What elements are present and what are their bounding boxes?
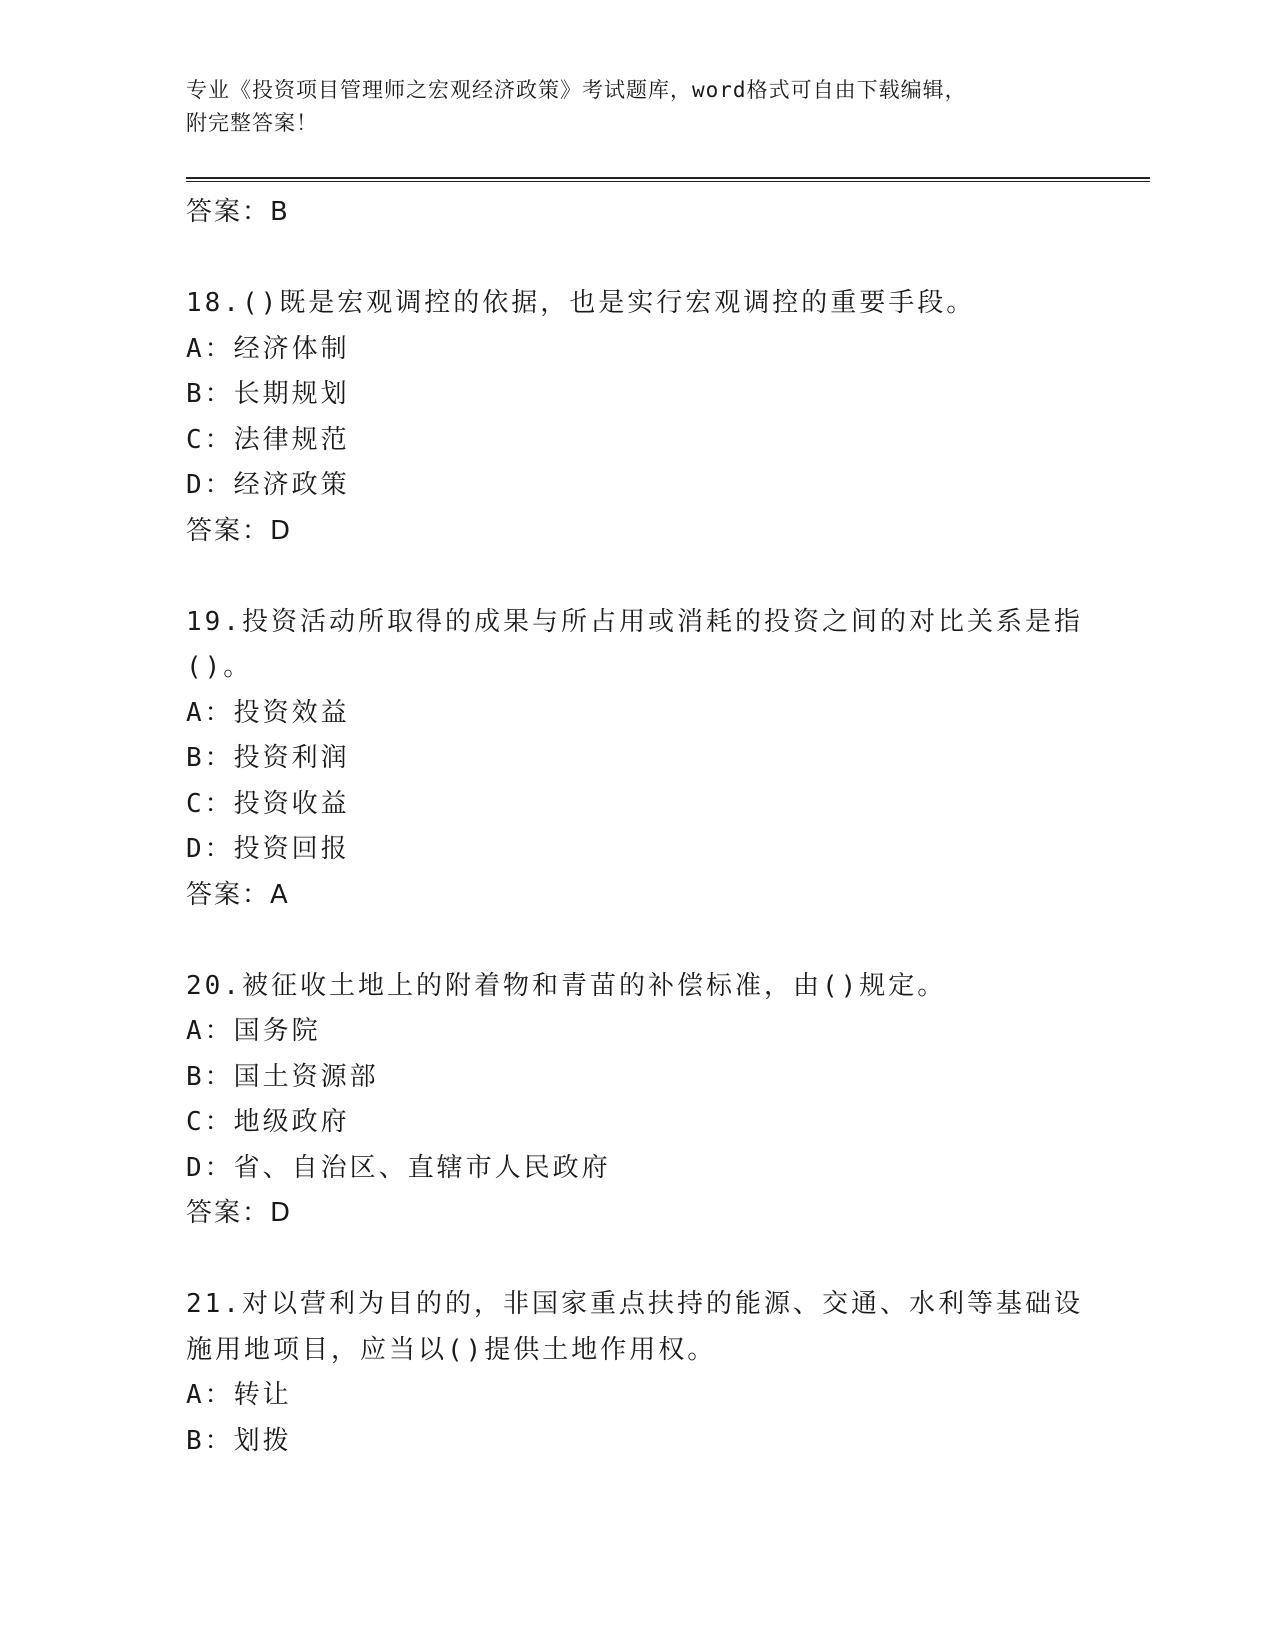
answer: 答案：D (186, 515, 293, 546)
option-a: A：投资效益 (186, 697, 350, 728)
question-stem-continued: ()。 (186, 652, 253, 682)
spacer (186, 1237, 1086, 1283)
question-stem: 20.被征收土地上的附着物和青苗的补偿标准，由()规定。 (186, 970, 947, 1001)
option-a: A：国务院 (186, 1016, 321, 1046)
question-list (186, 190, 1086, 1464)
spacer (186, 554, 1086, 600)
header-line-2: 附完整答案！ (186, 111, 318, 135)
question-stem-continued: 施用地项目，应当以()提供土地作用权。 (186, 1334, 717, 1365)
header-divider-thick (186, 177, 1150, 179)
question-21 (186, 1282, 1086, 1464)
answer: 答案：A (186, 879, 290, 910)
option-b: B：划拨 (186, 1425, 292, 1456)
option-d: D：经济政策 (186, 470, 350, 500)
option-d: D：投资回报 (186, 834, 350, 864)
header-divider-thin (186, 181, 1150, 182)
question-stem: 21.对以营利为目的的，非国家重点扶持的能源、交通、水利等基础设 (186, 1289, 1083, 1319)
option-a: A：经济体制 (186, 333, 350, 364)
document-header (186, 74, 1066, 140)
answer: 答案：D (186, 1198, 293, 1228)
previous-answer: 答案：B (186, 197, 290, 227)
question-stem: 19.投资活动所取得的成果与所占用或消耗的投资之间的对比关系是指 (186, 606, 1083, 637)
option-d: D：省、自治区、直辖市人民政府 (186, 1152, 611, 1183)
spacer (186, 918, 1086, 964)
option-c: C：地级政府 (186, 1107, 350, 1137)
option-b: B：长期规划 (186, 379, 350, 409)
question-stem: 18.()既是宏观调控的依据，也是实行宏观调控的重要手段。 (186, 288, 976, 318)
option-a: A：转让 (186, 1380, 292, 1410)
option-b: B：投资利润 (186, 743, 350, 773)
option-c: C：法律规范 (186, 424, 350, 455)
question-18 (186, 281, 1086, 554)
header-line-1: 专业《投资项目管理师之宏观经济政策》考试题库，word格式可自由下载编辑， (186, 78, 967, 102)
question-20 (186, 964, 1086, 1237)
option-b: B：国土资源部 (186, 1061, 379, 1092)
option-c: C：投资收益 (186, 788, 350, 819)
spacer (186, 236, 1086, 282)
question-19 (186, 600, 1086, 919)
